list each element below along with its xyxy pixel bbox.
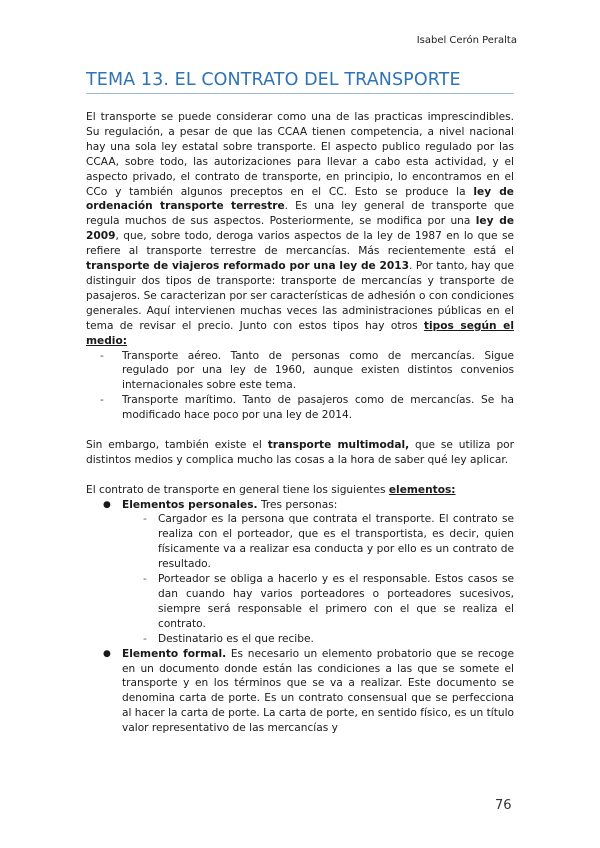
intro-text-4: . Por tanto, hay que distinguir dos tipos de transporte: transporte de mercancías y transporte de pasajeros. Se caracterizan por ser características de adhesión o con condiciones generales. Aquí intervienen muchas veces las administraciones públicas en el tema de revisar el precio. Junto con estos tipos hay otros xyxy=(86,260,514,332)
list-item: - Transporte aéreo. Tanto de personas como de mercancías. Sigue regulado por una ley de 1960, aunque existen distintos convenios internacionales sobre este tema. xyxy=(122,349,514,394)
intro-text-2: . Es una ley general de transporte que regula muchos de sus aspectos. Posteriormente, se modifica por una xyxy=(86,200,514,228)
page-number: 76 xyxy=(495,798,512,813)
multimodal-paragraph xyxy=(86,438,514,468)
elements-intro-text: El contrato de transporte en general tiene los siguientes xyxy=(86,483,389,496)
multimodal-text-1: Sin embargo, también existe el xyxy=(86,438,268,451)
list-item: - Porteador se obliga a hacerlo y es el responsable. Estos casos se dan cuando hay varios porteadores o porteadores sucesivos, siempre será responsable el primero con el que se realiza el contrato. xyxy=(158,572,514,632)
intro-bold-1: ley de ordenación transporte terrestre xyxy=(86,185,514,213)
page-header-author: Isabel Cerón Peralta xyxy=(416,35,517,46)
list-item: - Transporte marítimo. Tanto de pasajeros como de mercancías. Se ha modificado hace poco por una ley de 2014. xyxy=(122,393,514,423)
intro-bold-2: ley de 2009 xyxy=(86,215,514,243)
intro-text-3: , que, sobre todo, deroga varios aspectos de la ley de 1987 en lo que se refiere al transporte terrestre de mercancías. Más recientemente está el xyxy=(86,230,514,258)
intro-paragraph xyxy=(86,110,514,349)
formal-element-label: Elemento formal. xyxy=(122,647,227,660)
list-item: - Cargador es la persona que contrata el transporte. El contrato se realiza con el porteador, que es el transportista, es decir, quien físicamente va a realizar esa conducta y por ello es un contrato de resultado. xyxy=(158,512,514,572)
media-type-list xyxy=(86,349,514,424)
personal-elements-text: Tres personas: xyxy=(257,498,338,511)
personal-elements-label: Elementos personales. xyxy=(122,498,258,511)
intro-bold-underline-4: tipos según el medio: xyxy=(86,319,514,347)
intro-bold-3: transporte de viajeros reformado por una ley de 2013 xyxy=(86,260,410,273)
document-body xyxy=(86,110,514,736)
elements-list xyxy=(86,498,514,737)
multimodal-text-2: que se utiliza por distintos medios y complica mucho las cosas a la hora de saber qué ley aplicar. xyxy=(86,438,515,466)
chapter-title: TEMA 13. EL CONTRATO DEL TRANSPORTE xyxy=(86,70,514,94)
multimodal-bold: transporte multimodal, xyxy=(267,438,410,451)
intro-text-1: El transporte se puede considerar como una de las practicas imprescindibles. Su regulación, a pesar de que las CCAA tienen competencia, a nivel nacional hay una sola ley estatal sobre transporte. El aspecto publico regulado por las CCAA, sobre todo, las autorizaciones para llevar a cabo esta actividad, y el aspecto privado, el contrato de transporte, en principio, lo encontramos en el CCo y también algunos preceptos en el CC. Esto se produce la xyxy=(86,111,514,198)
list-item: - Destinatario es el que recibe. xyxy=(158,632,514,647)
personal-elements-item xyxy=(122,498,514,647)
formal-element-item xyxy=(122,647,514,736)
formal-element-text: Es necesario un elemento probatorio que se recoge en un documento donde están las condiciones a las que se somete el transporte y en los términos que se va a realizar. Este documento se denomina carta de porte. Es un contrato consensual que se perfecciona al hacer la carta de porte. La carta de porte, en sentido físico, es un título valor representativo de las mercancías y xyxy=(122,647,514,735)
elements-intro-paragraph xyxy=(86,483,514,498)
elements-intro-bold: elementos: xyxy=(388,483,456,496)
personal-elements-sublist xyxy=(122,512,514,646)
